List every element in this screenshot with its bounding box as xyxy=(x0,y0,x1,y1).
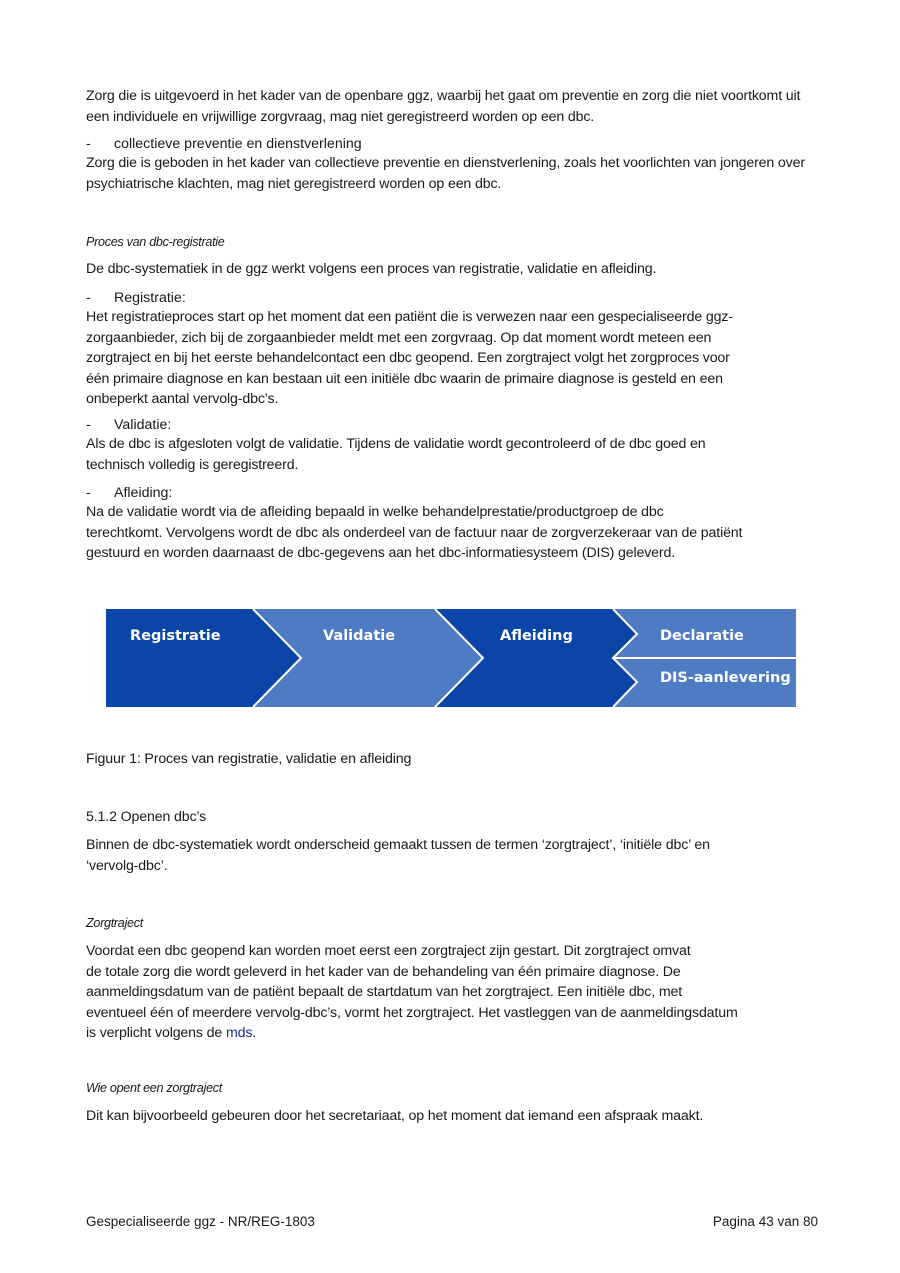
paragraph-openen xyxy=(86,835,816,876)
text-line: Na de validatie wordt via de afleiding bepaald in welke behandelprestatie/productgroep de dbc xyxy=(86,504,664,520)
subheading-proces: Proces van dbc-registratie xyxy=(86,235,225,249)
text-line: Binnen de dbc-systematiek wordt onderscheid gemaakt tussen de termen ‘zorgtraject’, ‘initiële dbc’ en xyxy=(86,837,710,853)
bullet-dash: - xyxy=(86,136,91,152)
bullet-dash: - xyxy=(86,290,91,306)
step-validatie-label: Validatie xyxy=(323,628,396,644)
subheading-wie-opent: Wie opent een zorgtraject xyxy=(86,1081,222,1095)
step-afleiding-label: Afleiding xyxy=(500,628,573,644)
text-line: zorgaanbieder, zich bij de zorgaanbieder meldt met een zorgvraag. Op dat moment wordt meteen een xyxy=(86,329,712,346)
mds-link[interactable]: mds xyxy=(225,1025,253,1041)
figure-caption: Figuur 1: Proces van registratie, validatie en afleiding xyxy=(86,751,412,767)
text-line: de totale zorg die wordt geleverd in het kader van de behandeling van één primaire diagnose. De xyxy=(86,963,681,980)
text-fragment: is verplicht volgens de xyxy=(86,1025,226,1041)
output-declaratie-label: Declaratie xyxy=(660,628,744,644)
paragraph-zorgtraject xyxy=(86,941,816,1044)
paragraph-collectief: Zorg die is geboden in het kader van collectieve preventie en dienstverlening, zoals het voorlichten van jongeren over psychiatrische klachten, mag niet geregistreerd worden op een dbc. xyxy=(86,155,805,192)
footer-page-number: Pagina 43 van 80 xyxy=(712,1214,818,1229)
paragraph-openbare-ggz: Zorg die is uitgevoerd in het kader van de openbare ggz, waarbij het gaat om preventie en zorg die niet voortkomt uit een individuele en vrijwillige zorgvraag, mag niet geregistreerd worden op een dbc. xyxy=(86,88,801,125)
text-line: één primaire diagnose en kan bestaan uit een initiële dbc waarin de primaire diagnose is gesteld en een xyxy=(86,370,723,387)
paragraph-validatie xyxy=(86,434,816,475)
text-line: terechtkomt. Vervolgens wordt de dbc als onderdeel van de factuur naar de zorgverzekeraar van de patiënt xyxy=(86,524,743,541)
text-line: ‘vervolg-dbc’. xyxy=(86,857,168,874)
step-registratie-label: Registratie xyxy=(130,628,221,644)
subheading-zorgtraject: Zorgtraject xyxy=(86,916,143,930)
text-line: technisch volledig is geregistreerd. xyxy=(86,456,299,473)
text-line: zorgtraject en bij het eerste behandelcontact een dbc geopend. Een zorgtraject volgt het zorgproces voor xyxy=(86,350,730,366)
bullet-dash: - xyxy=(86,417,91,433)
paragraph-wie-opent: Dit kan bijvoorbeeld gebeuren door het secretariaat, op het moment dat iemand een afspraak maakt. xyxy=(86,1108,704,1124)
text-line: aanmeldingsdatum van de patiënt bepaalt de startdatum van het zorgtraject. Een initiële dbc, met xyxy=(86,984,683,1000)
text-fragment: . xyxy=(252,1025,257,1041)
bullet-label: Registratie: xyxy=(114,290,186,306)
paragraph-proces-intro: De dbc-systematiek in de ggz werkt volgens een proces van registratie, validatie en afleiding. xyxy=(86,261,657,277)
text-line: Voordat een dbc geopend kan worden moet eerst een zorgtraject zijn gestart. Dit zorgtraject omvat xyxy=(86,943,691,959)
text-line: Het registratieproces start op het moment dat een patiënt die is verwezen naar een gespecialiseerde ggz- xyxy=(86,309,733,325)
text-line: onbeperkt aantal vervolg-dbc’s. xyxy=(86,391,279,407)
paragraph-registratie xyxy=(86,307,816,410)
process-diagram xyxy=(106,609,798,707)
text-line xyxy=(86,1023,816,1044)
output-dis-label: DIS-aanlevering xyxy=(660,670,791,686)
paragraph-afleiding xyxy=(86,502,816,564)
text-line: Als de dbc is afgesloten volgt de validatie. Tijdens de validatie wordt gecontroleerd of de dbc goed en xyxy=(86,436,706,452)
bullet-label: Afleiding: xyxy=(114,485,173,501)
bullet-validatie xyxy=(86,415,171,436)
bullet-afleiding xyxy=(86,483,172,504)
bullet-label: Validatie: xyxy=(114,417,172,433)
section-heading-openen: 5.1.2 Openen dbc’s xyxy=(86,809,207,825)
footer-document-id: Gespecialiseerde ggz - NR/REG-1803 xyxy=(86,1214,315,1229)
bullet-collectief xyxy=(86,134,362,155)
bullet-dash: - xyxy=(86,485,91,501)
bullet-registratie xyxy=(86,288,186,309)
bullet-label: collectieve preventie en dienstverlening xyxy=(114,136,362,152)
text-line: gestuurd en worden daarnaast de dbc-gegevens aan het dbc-informatiesysteem (DIS) geleverd. xyxy=(86,545,676,561)
text-line: eventueel één of meerdere vervolg-dbc’s, vormt het zorgtraject. Het vastleggen van de aanmeldingsdatum xyxy=(86,1004,738,1021)
